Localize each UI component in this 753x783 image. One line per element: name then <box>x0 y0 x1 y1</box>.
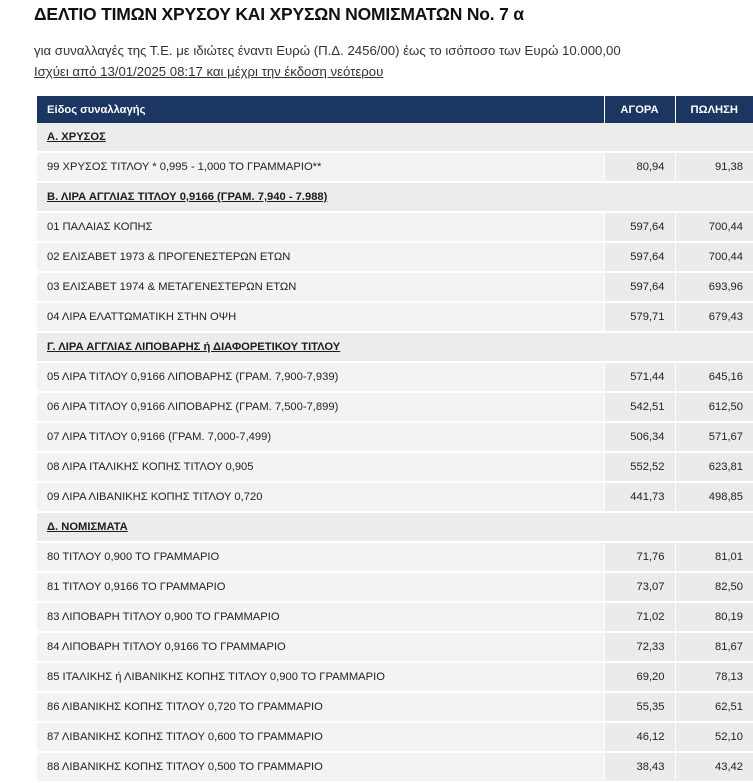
section-title: Δ. ΝΟΜΙΣΜΑΤΑ <box>37 512 753 542</box>
table-row <box>37 302 753 332</box>
buy-price: 71,02 <box>604 602 675 632</box>
item-description: 99 ΧΡΥΣΟΣ ΤΙΤΛΟΥ * 0,995 - 1,000 ΤΟ ΓΡΑΜΜΑΡΙΟ** <box>37 152 604 182</box>
item-description: 83 ΛΙΠΟΒΑΡΗ ΤΙΤΛΟΥ 0,900 ΤΟ ΓΡΑΜΜΑΡΙΟ <box>37 602 604 632</box>
section-title: Α. ΧΡΥΣΟΣ <box>37 123 753 152</box>
sell-price: 700,44 <box>675 212 753 242</box>
table-row <box>37 212 753 242</box>
table-row <box>37 542 753 572</box>
page-subtitle: για συναλλαγές της Τ.Ε. με ιδιώτες έναντι Ευρώ (Π.Δ. 2456/00) έως το ισόποσο των Ευρώ 10.000,00 <box>34 43 621 58</box>
table-row <box>37 152 753 182</box>
sell-price: 52,10 <box>675 722 753 752</box>
table-body <box>37 123 753 782</box>
item-description: 86 ΛΙΒΑΝΙΚΗΣ ΚΟΠΗΣ ΤΙΤΛΟΥ 0,720 ΤΟ ΓΡΑΜΜΑΡΙΟ <box>37 692 604 722</box>
sell-price: 82,50 <box>675 572 753 602</box>
item-description: 02 ΕΛΙΣΑΒΕΤ 1973 & ΠΡΟΓΕΝΕΣΤΕΡΩΝ ΕΤΩΝ <box>37 242 604 272</box>
section-row <box>37 182 753 212</box>
item-description: 80 ΤΙΤΛΟΥ 0,900 ΤΟ ΓΡΑΜΜΑΡΙΟ <box>37 542 604 572</box>
table-row <box>37 422 753 452</box>
buy-price: 597,64 <box>604 242 675 272</box>
item-description: 03 ΕΛΙΣΑΒΕΤ 1974 & ΜΕΤΑΓΕΝΕΣΤΕΡΩΝ ΕΤΩΝ <box>37 272 604 302</box>
gold-price-table <box>37 96 753 783</box>
item-description: 84 ΛΙΠΟΒΑΡΗ ΤΙΤΛΟΥ 0,9166 ΤΟ ΓΡΑΜΜΑΡΙΟ <box>37 632 604 662</box>
item-description: 08 ΛΙΡΑ ΙΤΑΛΙΚΗΣ ΚΟΠΗΣ ΤΙΤΛΟΥ 0,905 <box>37 452 604 482</box>
sell-price: 612,50 <box>675 392 753 422</box>
buy-price: 597,64 <box>604 272 675 302</box>
buy-price: 38,43 <box>604 752 675 782</box>
sell-price: 81,01 <box>675 542 753 572</box>
item-description: 85 ΙΤΑΛΙΚΗΣ ή ΛΙΒΑΝΙΚΗΣ ΚΟΠΗΣ ΤΙΤΛΟΥ 0,900 ΤΟ ΓΡΑΜΜΑΡΙΟ <box>37 662 604 692</box>
buy-price: 571,44 <box>604 362 675 392</box>
table-row <box>37 602 753 632</box>
buy-price: 46,12 <box>604 722 675 752</box>
item-description: 01 ΠΑΛΑΙΑΣ ΚΟΠΗΣ <box>37 212 604 242</box>
buy-price: 69,20 <box>604 662 675 692</box>
buy-price: 55,35 <box>604 692 675 722</box>
table-row <box>37 722 753 752</box>
sell-price: 80,19 <box>675 602 753 632</box>
table-row <box>37 452 753 482</box>
table-row <box>37 632 753 662</box>
sell-price: 645,16 <box>675 362 753 392</box>
buy-price: 506,34 <box>604 422 675 452</box>
sell-price: 81,67 <box>675 632 753 662</box>
sell-price: 679,43 <box>675 302 753 332</box>
table-row <box>37 392 753 422</box>
buy-price: 441,73 <box>604 482 675 512</box>
sell-price: 498,85 <box>675 482 753 512</box>
buy-price: 552,52 <box>604 452 675 482</box>
section-title: Γ. ΛΙΡΑ ΑΓΓΛΙΑΣ ΛΙΠΟΒΑΡΗΣ ή ΔΙΑΦΟΡΕΤΙΚΟΥ ΤΙΤΛΟΥ <box>37 332 753 362</box>
table-row <box>37 692 753 722</box>
validity-link[interactable]: Ισχύει από 13/01/2025 08:17 και μέχρι την έκδοση νεότερου <box>34 64 384 79</box>
sell-price: 571,67 <box>675 422 753 452</box>
section-row <box>37 123 753 152</box>
table-row <box>37 272 753 302</box>
sell-price: 700,44 <box>675 242 753 272</box>
section-row <box>37 512 753 542</box>
item-description: 81 ΤΙΤΛΟΥ 0,9166 ΤΟ ΓΡΑΜΜΑΡΙΟ <box>37 572 604 602</box>
section-title: Β. ΛΙΡΑ ΑΓΓΛΙΑΣ ΤΙΤΛΟΥ 0,9166 (ΓΡΑΜ. 7,940 - 7.988) <box>37 182 753 212</box>
buy-price: 597,64 <box>604 212 675 242</box>
buy-price: 72,33 <box>604 632 675 662</box>
page-title: ΔΕΛΤΙΟ ΤΙΜΩΝ ΧΡΥΣΟΥ ΚΑΙ ΧΡΥΣΩΝ ΝΟΜΙΣΜΑΤΩΝ Νο. 7 α <box>34 4 524 24</box>
table-row <box>37 752 753 782</box>
buy-price: 579,71 <box>604 302 675 332</box>
sell-price: 693,96 <box>675 272 753 302</box>
sell-price: 43,42 <box>675 752 753 782</box>
item-description: 07 ΛΙΡΑ ΤΙΤΛΟΥ 0,9166 (ΓΡΑΜ. 7,000-7,499) <box>37 422 604 452</box>
item-description: 04 ΛΙΡΑ ΕΛΑΤΤΩΜΑΤΙΚΗ ΣΤΗΝ ΟΨΗ <box>37 302 604 332</box>
item-description: 87 ΛΙΒΑΝΙΚΗΣ ΚΟΠΗΣ ΤΙΤΛΟΥ 0,600 ΤΟ ΓΡΑΜΜΑΡΙΟ <box>37 722 604 752</box>
buy-price: 71,76 <box>604 542 675 572</box>
buy-price: 80,94 <box>604 152 675 182</box>
sell-price: 78,13 <box>675 662 753 692</box>
table-header-row <box>37 96 753 123</box>
item-description: 06 ΛΙΡΑ ΤΙΤΛΟΥ 0,9166 ΛΙΠΟΒΑΡΗΣ (ΓΡΑΜ. 7,500-7,899) <box>37 392 604 422</box>
sell-price: 62,51 <box>675 692 753 722</box>
header-description: Είδος συναλλαγής <box>37 96 604 123</box>
table-row <box>37 482 753 512</box>
buy-price: 542,51 <box>604 392 675 422</box>
table-row <box>37 662 753 692</box>
buy-price: 73,07 <box>604 572 675 602</box>
table-row <box>37 242 753 272</box>
table-row <box>37 572 753 602</box>
item-description: 88 ΛΙΒΑΝΙΚΗΣ ΚΟΠΗΣ ΤΙΤΛΟΥ 0,500 ΤΟ ΓΡΑΜΜΑΡΙΟ <box>37 752 604 782</box>
sell-price: 623,81 <box>675 452 753 482</box>
section-row <box>37 332 753 362</box>
header-buy: ΑΓΟΡΑ <box>604 96 675 123</box>
table-row <box>37 362 753 392</box>
sell-price: 91,38 <box>675 152 753 182</box>
header-sell: ΠΩΛΗΣΗ <box>675 96 753 123</box>
item-description: 05 ΛΙΡΑ ΤΙΤΛΟΥ 0,9166 ΛΙΠΟΒΑΡΗΣ (ΓΡΑΜ. 7,900-7,939) <box>37 362 604 392</box>
item-description: 09 ΛΙΡΑ ΛΙΒΑΝΙΚΗΣ ΚΟΠΗΣ ΤΙΤΛΟΥ 0,720 <box>37 482 604 512</box>
